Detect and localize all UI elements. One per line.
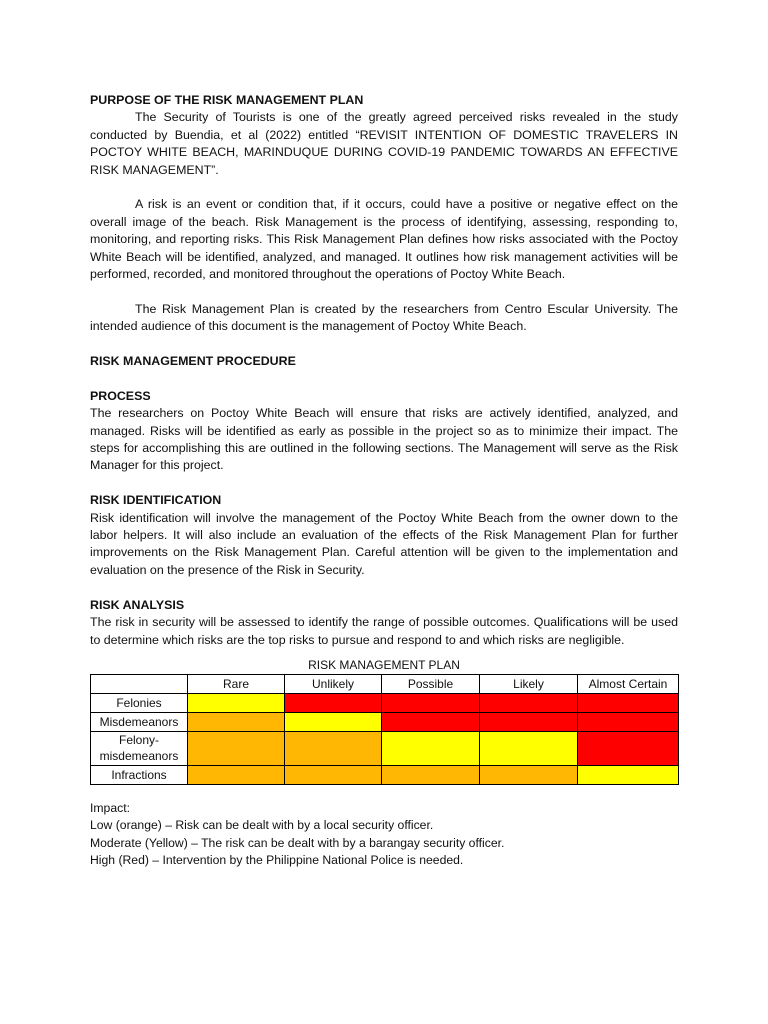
analysis-heading: RISK ANALYSIS bbox=[90, 597, 185, 612]
risk-cell-high bbox=[480, 693, 578, 712]
table-row bbox=[91, 765, 679, 784]
table-corner-cell bbox=[91, 674, 188, 693]
column-header-likely: Likely bbox=[480, 674, 578, 693]
risk-cell-low bbox=[188, 712, 285, 731]
identification-heading: RISK IDENTIFICATION bbox=[90, 493, 222, 508]
column-header-almost-certain: Almost Certain bbox=[578, 674, 679, 693]
procedure-heading: RISK MANAGEMENT PROCEDURE bbox=[90, 354, 296, 369]
table-row bbox=[91, 731, 679, 765]
table-row bbox=[91, 712, 679, 731]
purpose-heading: PURPOSE OF THE RISK MANAGEMENT PLAN bbox=[90, 93, 364, 107]
risk-cell-high bbox=[382, 693, 480, 712]
row-header-infractions: Infractions bbox=[91, 765, 188, 784]
row-header-felonies: Felonies bbox=[91, 693, 188, 712]
risk-cell-high bbox=[578, 731, 679, 765]
risk-cell-high bbox=[578, 693, 679, 712]
column-header-possible: Possible bbox=[382, 674, 480, 693]
column-header-unlikely: Unlikely bbox=[285, 674, 382, 693]
risk-cell-high bbox=[285, 693, 382, 712]
impact-high: High (Red) – Intervention by the Philippine National Police is needed. bbox=[90, 853, 464, 868]
row-header-misdemeanors: Misdemeanors bbox=[91, 712, 188, 731]
risk-cell-low bbox=[188, 765, 285, 784]
process-heading: PROCESS bbox=[90, 388, 151, 403]
process-paragraph: The researchers on Poctoy White Beach will ensure that risks are actively identified, analyzed, and managed. Risks will be identified as early as possible in the project so as to minimize their impact. The steps for accomplishing this are outlined in the following sections. The Management will serve as the Risk Manager for this project. bbox=[90, 406, 678, 473]
purpose-paragraph-1: The Security of Tourists is one of the greatly agreed perceived risks revealed in the study conducted by Buendia, et al (2022) entitled “REVISIT INTENTION OF DOMESTIC TRAVELERS IN POCTOY WHITE BEACH, MARINDUQUE DURING COVID-19 PANDEMIC TOWARDS AN EFFECTIVE RISK MANAGEMENT”. bbox=[90, 110, 678, 177]
identification-paragraph: Risk identification will involve the management of the Poctoy White Beach from the owner down to the labor helpers. It will also include an evaluation of the effects of the Risk Management Plan for further improvements on the Risk Management Plan. Careful attention will be given to the implementation and evaluation on the presence of the Risk in Security. bbox=[90, 510, 678, 577]
risk-cell-moderate bbox=[285, 712, 382, 731]
risk-cell-moderate bbox=[578, 765, 679, 784]
impact-moderate: Moderate (Yellow) – The risk can be dealt with by a barangay security officer. bbox=[90, 835, 505, 850]
risk-cell-low bbox=[285, 765, 382, 784]
document-body bbox=[90, 92, 678, 870]
analysis-paragraph: The risk in security will be assessed to identify the range of possible outcomes. Qualifications will be used to determine which risks are the top risks to pursue and respond to and which risks are negligible. bbox=[90, 615, 678, 647]
risk-cell-high bbox=[480, 712, 578, 731]
table-header-row bbox=[91, 674, 679, 693]
risk-table-caption: RISK MANAGEMENT PLAN bbox=[308, 657, 460, 672]
impact-heading: Impact: bbox=[90, 800, 130, 815]
risk-cell-moderate bbox=[188, 693, 285, 712]
risk-matrix-table bbox=[90, 674, 679, 785]
purpose-paragraph-2: A risk is an event or condition that, if it occurs, could have a positive or negative effect on the overall image of the beach. Risk Management is the process of identifying, assessing, responding to, monitoring, and reporting risks. This Risk Management Plan defines how risks associated with the Poctoy White Beach will be identified, analyzed, and managed. It outlines how risk management activities will be performed, recorded, and monitored throughout the operations of Poctoy White Beach. bbox=[90, 197, 678, 282]
purpose-paragraph-3: The Risk Management Plan is created by the researchers from Centro Escular University. The intended audience of this document is the management of Poctoy White Beach. bbox=[90, 301, 678, 334]
impact-low: Low (orange) – Risk can be dealt with by a local security officer. bbox=[90, 818, 434, 833]
risk-cell-low bbox=[285, 731, 382, 765]
row-header-felony-misdemeanors: Felony-misdemeanors bbox=[91, 731, 188, 765]
table-row bbox=[91, 693, 679, 712]
risk-cell-high bbox=[382, 712, 480, 731]
risk-cell-high bbox=[578, 712, 679, 731]
risk-cell-low bbox=[480, 765, 578, 784]
column-header-rare: Rare bbox=[188, 674, 285, 693]
impact-legend bbox=[90, 800, 678, 870]
risk-cell-low bbox=[188, 731, 285, 765]
risk-cell-low bbox=[382, 765, 480, 784]
risk-cell-moderate bbox=[480, 731, 578, 765]
risk-cell-moderate bbox=[382, 731, 480, 765]
